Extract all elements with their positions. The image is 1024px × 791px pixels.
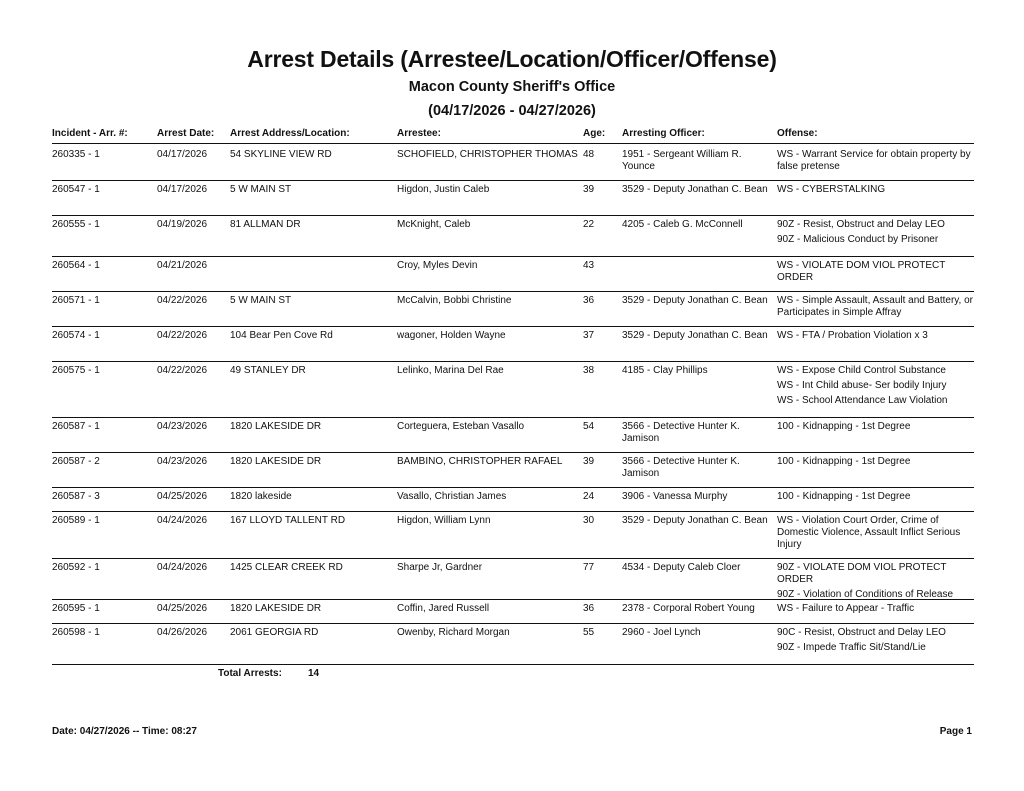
arrest-date: 04/17/2026: [157, 149, 208, 160]
arrest-address: 49 STANLEY DR: [230, 365, 306, 376]
offense-item: WS - Expose Child Control Substance: [777, 365, 946, 376]
arrest-date: 04/22/2026: [157, 365, 208, 376]
arrest-date: 04/24/2026: [157, 515, 208, 526]
header-date: Arrest Date:: [157, 128, 215, 139]
offense-list: [777, 149, 977, 176]
arrest-address: 1820 lakeside: [230, 491, 292, 502]
table-row: [52, 624, 974, 665]
arresting-officer: 3566 - Detective Hunter K. Jamison: [622, 421, 740, 444]
arresting-officer: 4185 - Clay Phillips: [622, 365, 708, 376]
arrestee-name: Lelinko, Marina Del Rae: [397, 365, 504, 376]
arrestee-age: 39: [583, 184, 595, 195]
arrest-date: 04/25/2026: [157, 491, 208, 502]
offense-list: [777, 260, 977, 287]
table-row: [52, 292, 974, 327]
arrest-address: 81 ALLMAN DR: [230, 219, 301, 230]
arresting-officer: 4534 - Deputy Caleb Cloer: [622, 562, 741, 573]
arrestee-age: 24: [583, 491, 595, 502]
offense-item: 90Z - Impede Traffic Sit/Stand/Lie: [777, 642, 926, 653]
offense-list: [777, 603, 977, 618]
arrestee-name: Owenby, Richard Morgan: [397, 627, 510, 638]
arrest-date: 04/23/2026: [157, 456, 208, 467]
table-row: [52, 453, 974, 488]
arrest-address: 2061 GEORGIA RD: [230, 627, 319, 638]
offense-item: 90Z - Malicious Conduct by Prisoner: [777, 234, 939, 245]
table-row: [52, 181, 974, 216]
total-arrests-count: 14: [308, 668, 320, 679]
arrest-address: 1820 LAKESIDE DR: [230, 421, 322, 432]
arresting-officer: 3906 - Vanessa Murphy: [622, 491, 728, 502]
table-row: [52, 216, 974, 257]
incident-number: 260564 - 1: [52, 260, 100, 271]
arrest-date: 04/24/2026: [157, 562, 208, 573]
offense-item: WS - Warrant Service for obtain property by false pretense: [777, 149, 971, 172]
incident-number: 260571 - 1: [52, 295, 100, 306]
arrest-date: 04/19/2026: [157, 219, 208, 230]
arresting-officer: 3529 - Deputy Jonathan C. Bean: [622, 184, 768, 195]
table-row: [52, 488, 974, 512]
arrest-date: 04/22/2026: [157, 295, 208, 306]
arrest-address: 1425 CLEAR CREEK RD: [230, 562, 343, 573]
arrest-date: 04/22/2026: [157, 330, 208, 341]
arrestee-age: 36: [583, 295, 595, 306]
arrestee-age: 30: [583, 515, 595, 526]
arrestee-age: 36: [583, 603, 595, 614]
offense-item: 100 - Kidnapping - 1st Degree: [777, 491, 911, 502]
report-title: Arrest Details (Arrestee/Location/Officer/Offense): [247, 46, 777, 72]
incident-number: 260598 - 1: [52, 627, 100, 638]
header-address: Arrest Address/Location:: [230, 128, 350, 139]
offense-list: [777, 456, 977, 471]
footer-datetime: Date: 04/27/2026 -- Time: 08:27: [52, 726, 197, 737]
header-incident: Incident - Arr. #:: [52, 128, 128, 139]
header-arrestee: Arrestee:: [397, 128, 441, 139]
arrestee-age: 54: [583, 421, 595, 432]
offense-item: 90Z - Violation of Conditions of Release: [777, 589, 954, 600]
table-row: [52, 512, 974, 559]
arrestee-name: Higdon, Justin Caleb: [397, 184, 490, 195]
table-row: [52, 257, 974, 292]
incident-number: 260589 - 1: [52, 515, 100, 526]
header-officer: Arresting Officer:: [622, 128, 705, 139]
incident-number: 260335 - 1: [52, 149, 100, 160]
offense-list: [777, 365, 977, 410]
arrest-address: 167 LLOYD TALLENT RD: [230, 515, 346, 526]
offense-item: 90Z - VIOLATE DOM VIOL PROTECT ORDER: [777, 562, 947, 585]
incident-number: 260592 - 1: [52, 562, 100, 573]
incident-number: 260575 - 1: [52, 365, 100, 376]
arrestee-age: 48: [583, 149, 595, 160]
arrestee-name: wagoner, Holden Wayne: [397, 330, 506, 341]
arrestee-name: Vasallo, Christian James: [397, 491, 507, 502]
offense-list: [777, 562, 977, 604]
arrest-date: 04/21/2026: [157, 260, 208, 271]
table-row: [52, 146, 974, 181]
arrestee-age: 38: [583, 365, 595, 376]
arresting-officer: 2378 - Corporal Robert Young: [622, 603, 755, 614]
arrest-address: 1820 LAKESIDE DR: [230, 456, 322, 467]
arrestee-age: 39: [583, 456, 595, 467]
offense-item: 90Z - Resist, Obstruct and Delay LEO: [777, 219, 945, 230]
arrestee-age: 77: [583, 562, 595, 573]
arrestee-name: McCalvin, Bobbi Christine: [397, 295, 512, 306]
table-row: [52, 327, 974, 362]
offense-list: [777, 219, 977, 249]
incident-number: 260587 - 1: [52, 421, 100, 432]
offense-item: WS - VIOLATE DOM VIOL PROTECT ORDER: [777, 260, 946, 283]
arrest-address: 104 Bear Pen Cove Rd: [230, 330, 333, 341]
arrest-address: 5 W MAIN ST: [230, 184, 292, 195]
incident-number: 260574 - 1: [52, 330, 100, 341]
arrestee-age: 22: [583, 219, 595, 230]
incident-number: 260587 - 3: [52, 491, 100, 502]
arrestee-name: Croy, Myles Devin: [397, 260, 478, 271]
arrestee-name: Corteguera, Esteban Vasallo: [397, 421, 525, 432]
header-offense: Offense:: [777, 128, 818, 139]
incident-number: 260587 - 2: [52, 456, 100, 467]
arresting-officer: 2960 - Joel Lynch: [622, 627, 701, 638]
offense-list: [777, 184, 977, 199]
arrestee-name: Sharpe Jr, Gardner: [397, 562, 483, 573]
table-row: [52, 418, 974, 453]
offense-list: [777, 515, 977, 554]
arrest-date: 04/25/2026: [157, 603, 208, 614]
incident-number: 260595 - 1: [52, 603, 100, 614]
arresting-officer: 4205 - Caleb G. McConnell: [622, 219, 743, 230]
header-age: Age:: [583, 128, 606, 139]
arrestee-age: 43: [583, 260, 595, 271]
arrestee-name: SCHOFIELD, CHRISTOPHER THOMAS: [397, 149, 578, 160]
offense-item: WS - Failure to Appear - Traffic: [777, 603, 915, 614]
arrestee-name: Higdon, William Lynn: [397, 515, 491, 526]
offense-item: WS - CYBERSTALKING: [777, 184, 886, 195]
table-header: [52, 128, 974, 144]
offense-item: WS - Simple Assault, Assault and Battery, or Participates in Simple Affray: [777, 295, 974, 318]
arrest-address: 54 SKYLINE VIEW RD: [230, 149, 332, 160]
arrest-address: 5 W MAIN ST: [230, 295, 292, 306]
arrestee-age: 37: [583, 330, 595, 341]
arrestee-name: BAMBINO, CHRISTOPHER RAFAEL: [397, 456, 563, 467]
offense-list: [777, 295, 977, 322]
offense-list: [777, 330, 977, 345]
offense-list: [777, 627, 977, 657]
offense-item: 100 - Kidnapping - 1st Degree: [777, 456, 911, 467]
arrestee-age: 55: [583, 627, 595, 638]
offense-list: [777, 421, 977, 436]
offense-item: WS - Int Child abuse- Ser bodily Injury: [777, 380, 947, 391]
offense-list: [777, 491, 977, 506]
arrest-table-body: [52, 146, 974, 665]
arresting-officer: 3566 - Detective Hunter K. Jamison: [622, 456, 740, 479]
arresting-officer: 3529 - Deputy Jonathan C. Bean: [622, 515, 768, 526]
agency-name: Macon County Sheriff's Office: [408, 79, 616, 95]
offense-item: WS - FTA / Probation Violation x 3: [777, 330, 928, 341]
table-row: [52, 362, 974, 418]
offense-item: 100 - Kidnapping - 1st Degree: [777, 421, 911, 432]
offense-item: WS - School Attendance Law Violation: [777, 395, 948, 406]
total-arrests-label: Total Arrests:: [218, 668, 282, 679]
arrest-date: 04/23/2026: [157, 421, 208, 432]
arrest-date: 04/17/2026: [157, 184, 208, 195]
incident-number: 260555 - 1: [52, 219, 100, 230]
table-row: [52, 600, 974, 624]
incident-number: 260547 - 1: [52, 184, 100, 195]
arresting-officer: 1951 - Sergeant William R. Younce: [622, 149, 742, 172]
offense-item: 90C - Resist, Obstruct and Delay LEO: [777, 627, 946, 638]
offense-item: WS - Violation Court Order, Crime of Domestic Violence, Assault Inflict Serious Injury: [777, 515, 961, 550]
arrestee-name: Coffin, Jared Russell: [397, 603, 490, 614]
arrest-date: 04/26/2026: [157, 627, 208, 638]
arrestee-name: McKnight, Caleb: [397, 219, 471, 230]
arrest-address: 1820 LAKESIDE DR: [230, 603, 322, 614]
table-row: [52, 559, 974, 600]
footer-page-number: Page 1: [939, 726, 972, 737]
arresting-officer: 3529 - Deputy Jonathan C. Bean: [622, 295, 768, 306]
arresting-officer: 3529 - Deputy Jonathan C. Bean: [622, 330, 768, 341]
date-range: (04/17/2026 - 04/27/2026): [428, 103, 596, 119]
